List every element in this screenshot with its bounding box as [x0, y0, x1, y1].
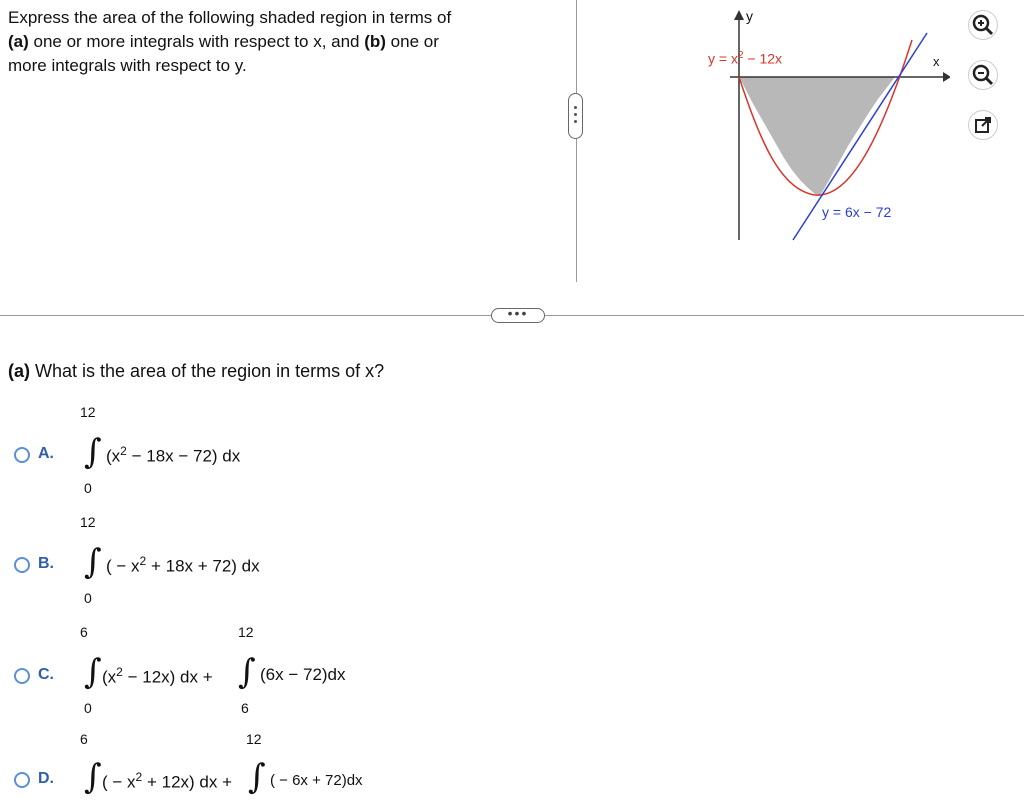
zoom-out-icon: [969, 61, 997, 89]
question-body: What is the area of the region in terms of x?: [30, 361, 385, 381]
line-label: y = 6x − 72: [822, 204, 892, 220]
integral-sign-2: ∫: [238, 652, 256, 692]
radio-b[interactable]: [14, 557, 30, 573]
prompt-line-1: Express the area of the following shaded region in terms of: [8, 8, 452, 27]
integrand-2: (6x − 72)dx: [260, 665, 346, 684]
shaded-region: [739, 77, 895, 196]
option-c-label: C.: [38, 666, 54, 683]
lower-limit-2: 6: [241, 700, 249, 716]
upper-limit-2: 12: [238, 624, 254, 640]
horizontal-resize-handle[interactable]: •••: [491, 308, 545, 323]
upper-limit-1: 6: [80, 731, 88, 747]
option-a-label: A.: [38, 445, 54, 462]
integral-sign: ∫: [84, 432, 102, 472]
question-text: [8, 361, 384, 382]
integral-sign-2: ∫: [248, 757, 266, 797]
radio-a[interactable]: [14, 447, 30, 463]
prompt-line-2-text: one or more integrals with respect to x, and: [28, 32, 365, 51]
integral-sign-1: ∫: [84, 757, 102, 797]
prompt-line-2-end: one or: [385, 32, 439, 51]
part-a-marker: (a): [8, 32, 29, 51]
parabola-label: $y = x^2 - 12x$: [708, 50, 783, 67]
vertical-resize-handle[interactable]: [568, 93, 583, 139]
zoom-in-button[interactable]: [968, 10, 998, 40]
lower-limit-1: 0: [84, 700, 92, 716]
problem-statement: [8, 6, 548, 78]
option-d-label: D.: [38, 770, 54, 787]
option-c[interactable]: [0, 620, 400, 720]
option-a[interactable]: [0, 400, 400, 500]
integrand: $(x^2 - 18x - 72)$ dx: [106, 444, 241, 466]
y-axis-arrow: [734, 10, 744, 20]
radio-d[interactable]: [14, 772, 30, 788]
integrand-1: $(x^2 - 12x)$ dx +: [102, 665, 213, 687]
question-part: (a): [8, 361, 30, 381]
zoom-out-button[interactable]: [968, 60, 998, 90]
prompt-line-2: [8, 30, 548, 54]
prompt-line-3: more integrals with respect to y.: [8, 56, 247, 75]
upper-limit-2: 12: [246, 731, 262, 747]
integrand-1: ( − $x^2 + 12x$) dx +: [102, 770, 233, 792]
lower-limit: 0: [84, 590, 92, 606]
option-b-label: B.: [38, 555, 54, 572]
integrand-2: ( − 6x + 72)dx: [270, 772, 363, 789]
upper-limit: 12: [80, 404, 96, 420]
option-b[interactable]: [0, 512, 400, 612]
zoom-in-icon: [969, 11, 997, 39]
integral-sign: ∫: [84, 542, 102, 582]
part-b-marker: (b): [364, 32, 386, 51]
x-axis-label: x: [933, 54, 940, 69]
upper-limit-1: 6: [80, 624, 88, 640]
integral-sign-1: ∫: [84, 652, 102, 692]
option-d[interactable]: [0, 728, 400, 805]
radio-c[interactable]: [14, 668, 30, 684]
lower-limit: 0: [84, 480, 92, 496]
popout-icon: [969, 111, 997, 139]
vertical-divider: [576, 0, 577, 282]
integrand: ( − $x^2 + 18x + 72$) dx: [106, 554, 260, 576]
upper-limit: 12: [80, 514, 96, 530]
x-axis-arrow: [943, 72, 950, 82]
popout-button[interactable]: [968, 110, 998, 140]
y-axis-label: y: [746, 8, 753, 24]
